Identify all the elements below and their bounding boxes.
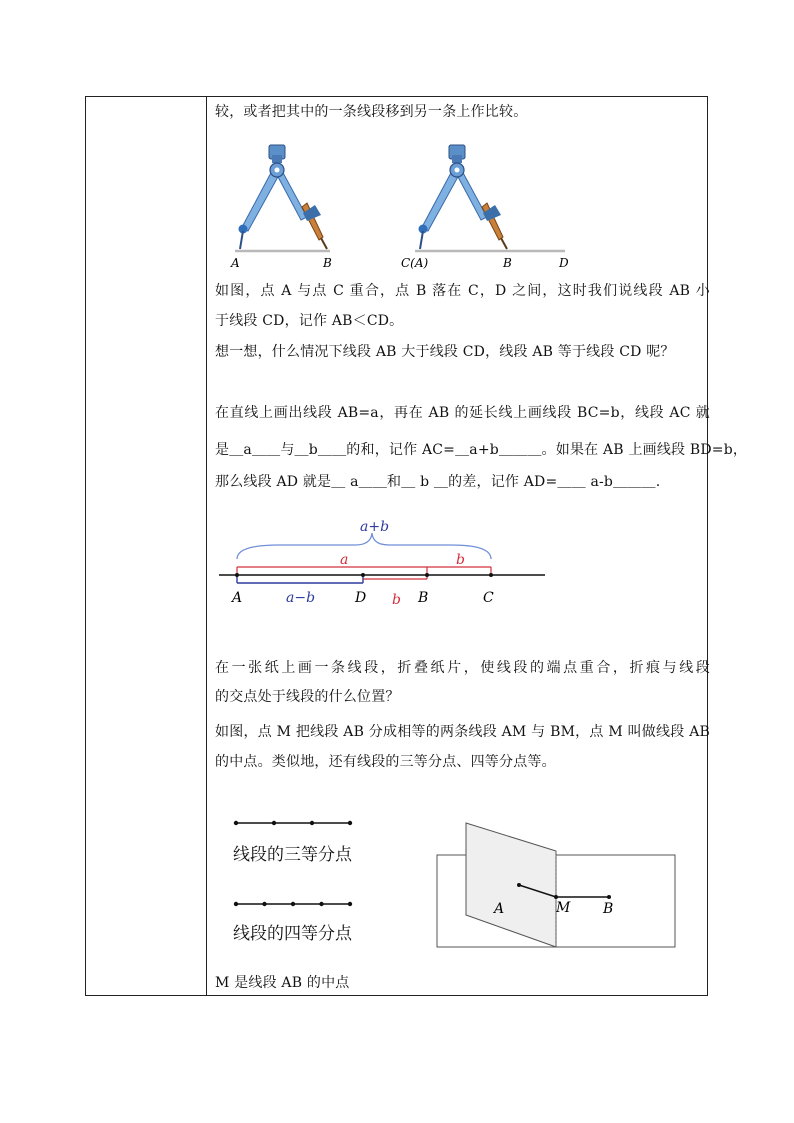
compass-right-label-d: D [559, 256, 569, 269]
quarters-label: 线段的四等分点 [233, 924, 352, 944]
paragraph2-line3: 那么线段 AD 就是＿ a＿＿和＿ b ＿的差，记作 AD=＿＿ a-b＿＿＿. [215, 474, 661, 490]
fold-label-a: A [494, 901, 505, 917]
paragraph3-line2: 的中点。类似地，还有线段的三等分点、四等分点等。 [215, 754, 556, 770]
content-cell [207, 97, 748, 995]
a-label: a [340, 552, 349, 568]
point-c-label: C [483, 590, 494, 606]
compass-right-label-ca: C(A) [401, 256, 429, 269]
trisection-line [233, 818, 353, 828]
lesson-table [85, 96, 748, 996]
question2-line2: 的交点处于线段的什么位置？ [215, 689, 400, 705]
question2-line1: 在一张纸上画一条线段，折叠纸片，使线段的端点重合，折痕与线段 [215, 660, 710, 676]
b-bottom-label: b [392, 592, 401, 608]
paragraph2-line1: 在直线上画出线段 AB=a，再在 AB 的延长线上画线段 BC=b，线段 AC 就 [215, 405, 710, 421]
b-top-label: b [456, 552, 465, 568]
compass-left-label-b: B [323, 256, 332, 269]
compass-figure [215, 141, 575, 269]
fold-label-m: M [556, 900, 571, 916]
compass-left-icon [230, 145, 332, 269]
question1: 想一想，什么情况下线段 AB 大于线段 CD，线段 AB 等于线段 CD 呢？ [215, 344, 675, 360]
compass-right-label-b: B [503, 256, 512, 269]
point-d-label: D [355, 590, 367, 606]
fold-label-b: B [603, 901, 614, 917]
folded-paper-figure [435, 819, 677, 951]
thirds-label: 线段的三等分点 [233, 845, 352, 865]
paragraph2-line2: 是＿a＿＿与＿b＿＿的和，记作 AC=＿a+b＿＿＿。如果在 AB 上画线段 BD=b， [215, 442, 748, 458]
quartering-line [233, 899, 353, 909]
paragraph1-line1: 如图，点 A 与点 C 重合，点 B 落在 C，D 之间，这时我们说线段 AB 小 [215, 283, 710, 299]
point-b-label: B [418, 590, 429, 606]
final-line: M 是线段 AB 的中点 [215, 975, 350, 991]
sum-label: a+b [360, 519, 390, 535]
paragraph3-line1: 如图，点 M 把线段 AB 分成相等的两条线段 AM 与 BM，点 M 叫做线段 AB [215, 724, 710, 740]
paragraph1-line2: 于线段 CD，记作 AB＜CD。 [215, 313, 404, 329]
point-a-label: A [232, 590, 243, 606]
diff-label: a−b [286, 590, 316, 606]
compass-left-label-a: A [231, 256, 240, 269]
sum-brace [237, 533, 491, 559]
segment-sum-diff-figure [219, 517, 559, 612]
intro-line: 较，或者把其中的一条线段移到另一条上作比较。 [215, 104, 528, 120]
compass-right-icon [401, 145, 569, 269]
